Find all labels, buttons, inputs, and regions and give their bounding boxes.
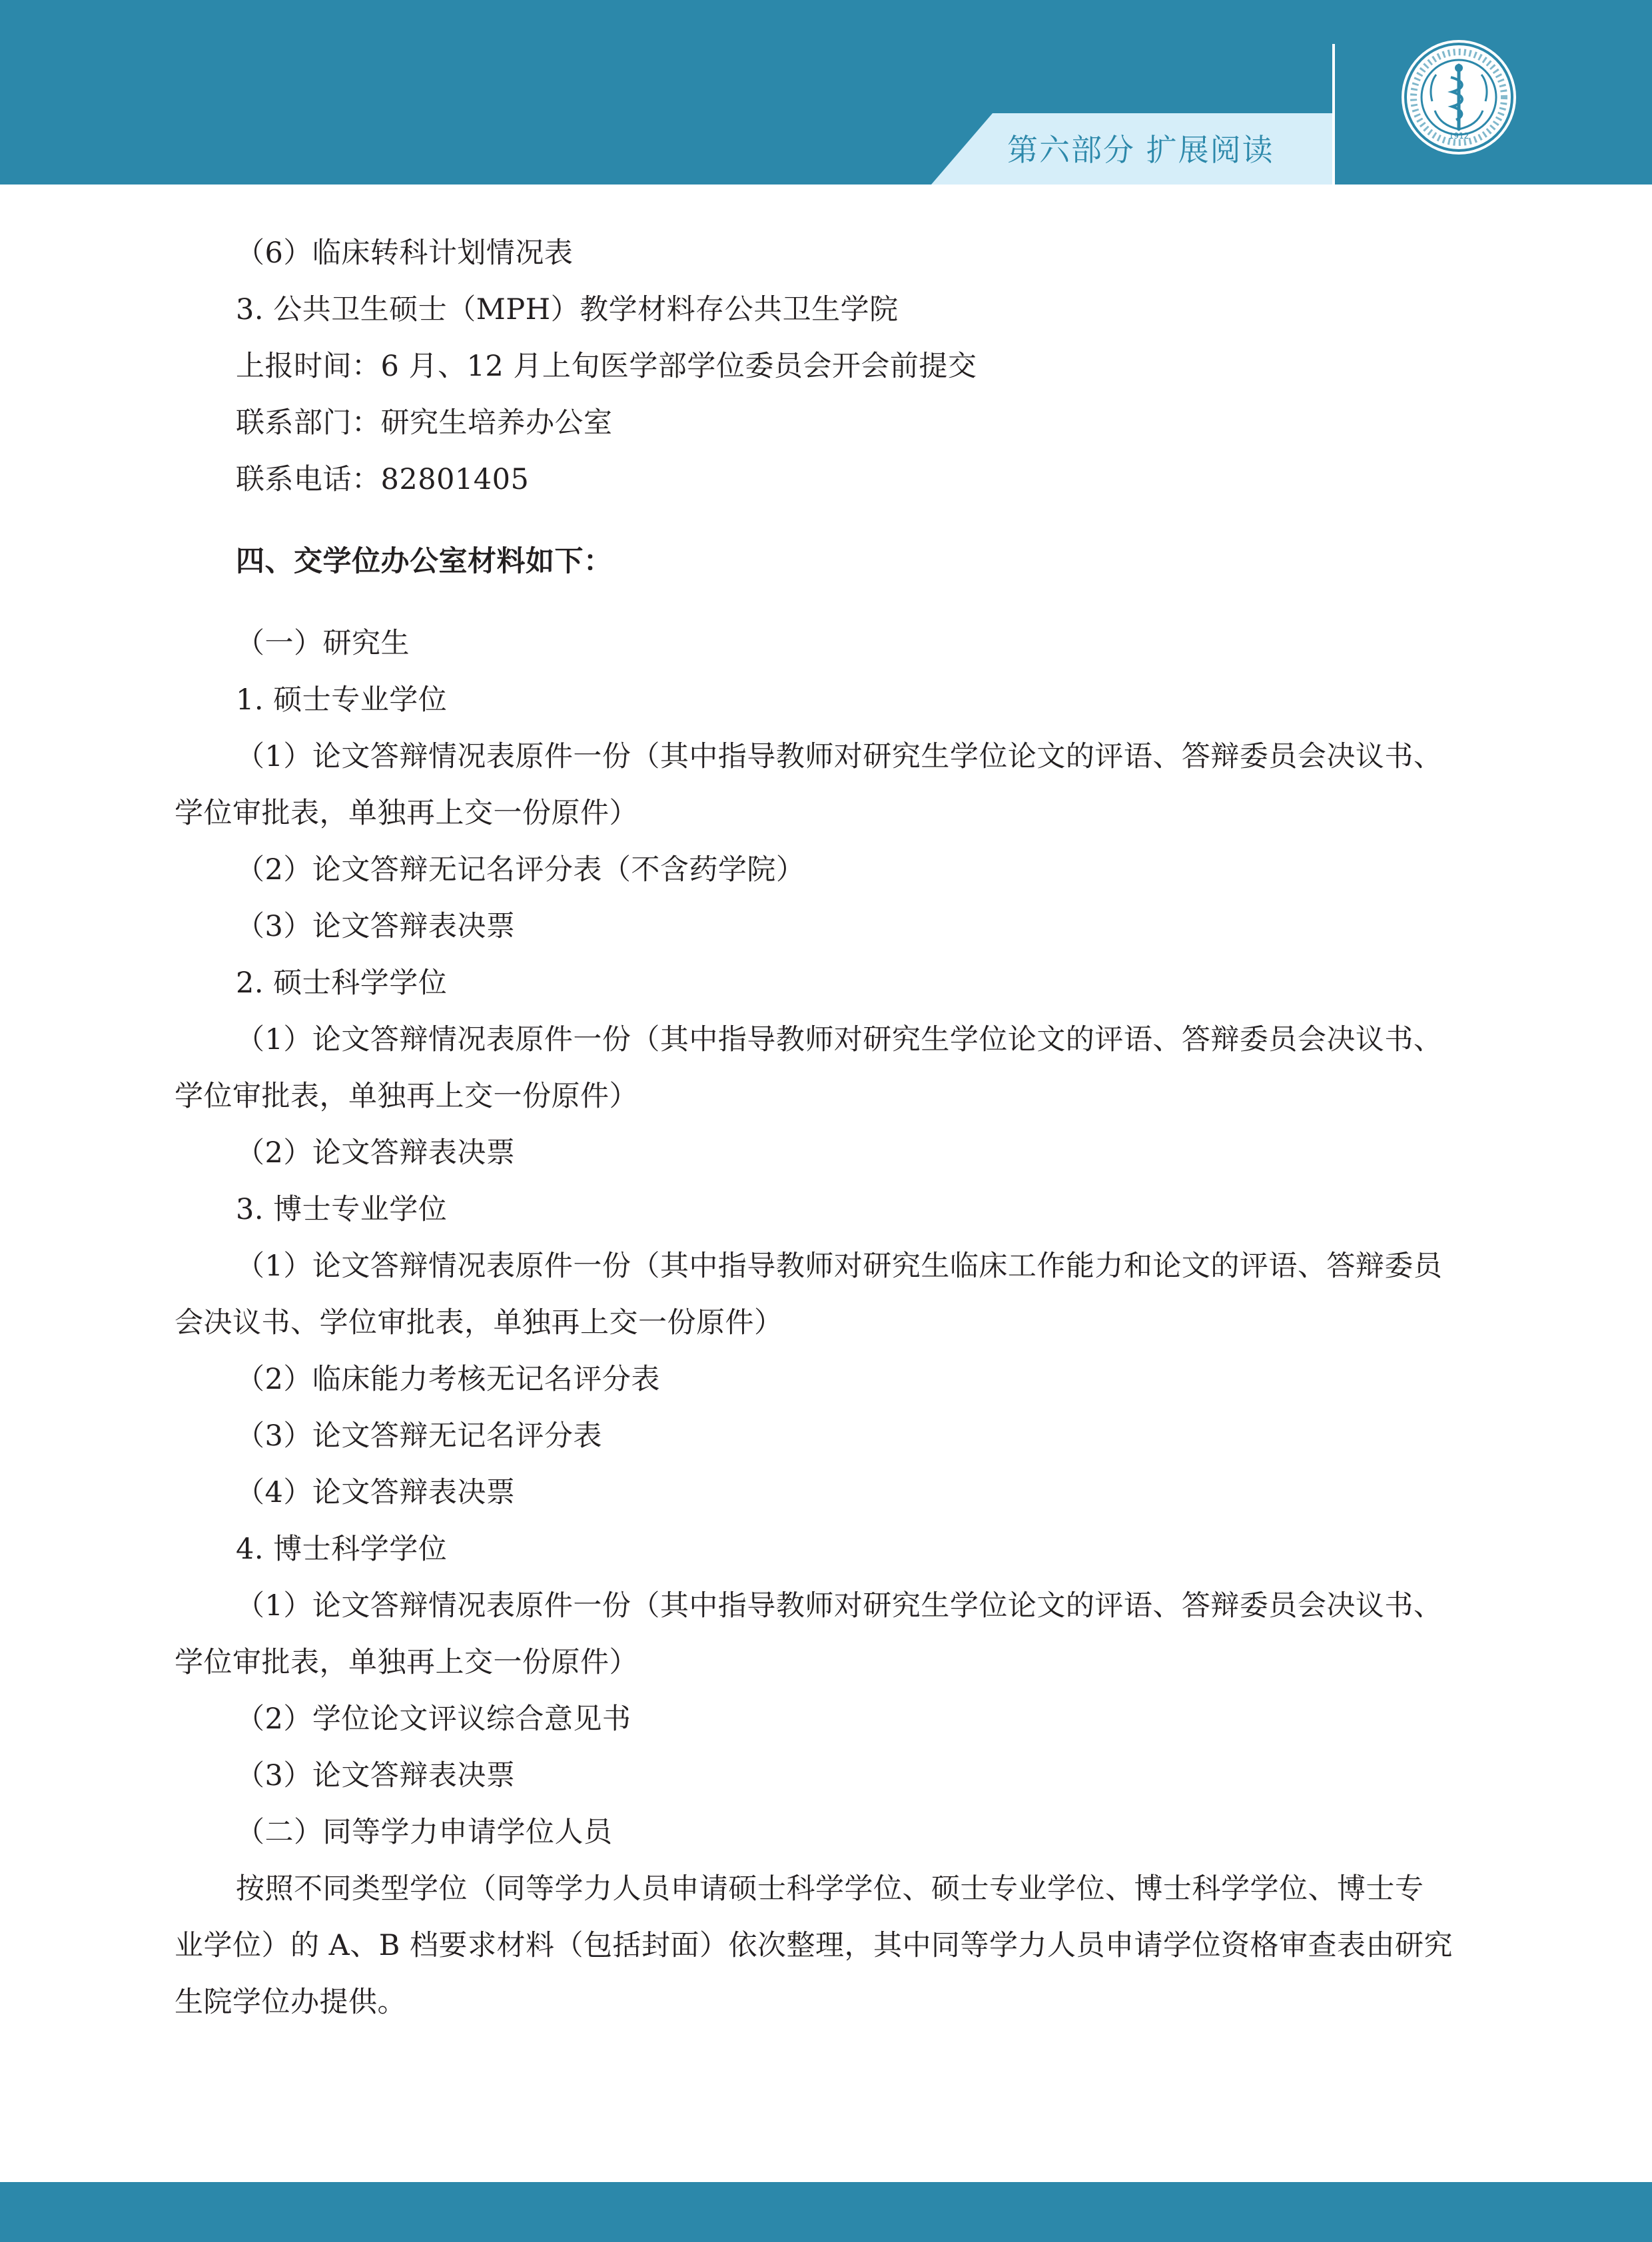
- text-line: （2）论文答辩表决票: [236, 1136, 516, 1170]
- text-line: （3）论文答辩无记名评分表: [236, 1419, 602, 1453]
- text-line: （1）论文答辩情况表原件一份（其中指导教师对研究生学位论文的评语、答辩委员会决议书、: [236, 740, 1443, 773]
- text-line: （2）学位论文评议综合意见书: [236, 1702, 631, 1736]
- text-line: 联系部门：研究生培养办公室: [236, 406, 613, 440]
- university-seal-icon: [1399, 37, 1519, 157]
- text-line: 1. 硕士专业学位: [236, 683, 448, 717]
- header-divider: [1332, 44, 1335, 185]
- text-line: （3）论文答辩表决票: [236, 1759, 516, 1792]
- text-line: 会决议书、学位审批表，单独再上交一份原件）: [175, 1306, 783, 1339]
- text-line: 3. 公共卫生硕士（MPH）教学材料存公共卫生学院: [236, 293, 899, 326]
- section-title: 第六部分 扩展阅读: [1007, 132, 1274, 168]
- spacer: [175, 508, 1507, 534]
- text-line: 业学位）的 A、B 档要求材料（包括封面）依次整理，其中同等学力人员申请学位资格审查表由研究: [175, 1929, 1453, 1962]
- text-line: （4）论文答辩表决票: [236, 1476, 516, 1509]
- text-line: 4. 博士科学学位: [236, 1533, 448, 1566]
- text-line: 按照不同类型学位（同等学力人员申请硕士科学学位、硕士专业学位、博士科学学位、博士专: [236, 1872, 1424, 1906]
- text-line: 学位审批表，单独再上交一份原件）: [175, 1646, 638, 1679]
- text-line: （6）临床转科计划情况表: [236, 236, 574, 270]
- text-line: 学位审批表，单独再上交一份原件）: [175, 797, 638, 830]
- text-line: 3. 博士专业学位: [236, 1193, 448, 1226]
- text-line: （二）同等学力申请学位人员: [236, 1816, 613, 1849]
- footer-band: [0, 2182, 1652, 2242]
- text-line: 生院学位办提供。: [175, 1986, 406, 2019]
- text-line: （一）研究生: [236, 627, 410, 660]
- text-line: 联系电话：82801405: [236, 463, 530, 496]
- text-line: 上报时间：6 月、12 月上旬医学部学位委员会开会前提交: [236, 350, 977, 383]
- text-line: （2）论文答辩无记名评分表（不含药学院）: [236, 853, 805, 887]
- text-line: （3）论文答辩表决票: [236, 910, 516, 943]
- text-line: （1）论文答辩情况表原件一份（其中指导教师对研究生学位论文的评语、答辩委员会决议书、: [236, 1589, 1443, 1623]
- text-line: （2）临床能力考核无记名评分表: [236, 1363, 660, 1396]
- text-line: （1）论文答辩情况表原件一份（其中指导教师对研究生临床工作能力和论文的评语、答辩委员: [236, 1250, 1443, 1283]
- section-heading: 四、交学位办公室材料如下：: [236, 545, 613, 578]
- text-line: 2. 硕士科学学位: [236, 966, 448, 1000]
- seal-year: 1912: [1448, 131, 1469, 141]
- document-body: [175, 225, 1507, 2031]
- text-line: 学位审批表，单独再上交一份原件）: [175, 1080, 638, 1113]
- text-line: （1）论文答辩情况表原件一份（其中指导教师对研究生学位论文的评语、答辩委员会决议书、: [236, 1023, 1443, 1056]
- spacer: [175, 590, 1507, 615]
